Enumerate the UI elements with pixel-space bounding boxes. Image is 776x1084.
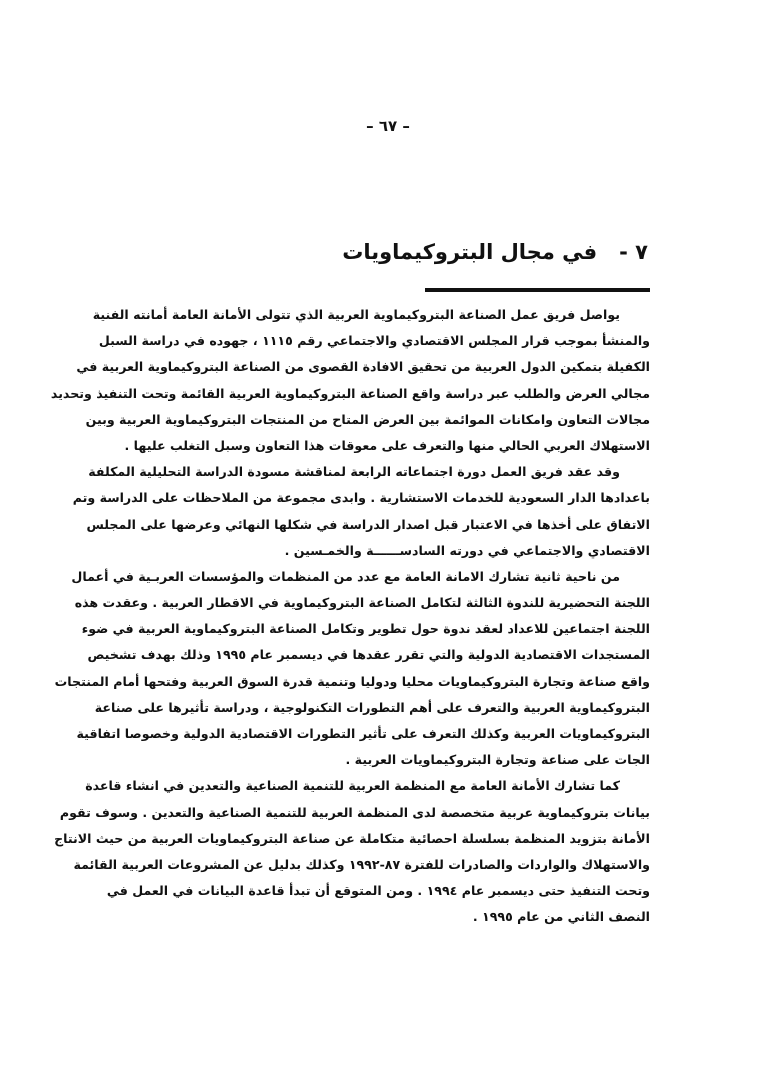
paragraph-line: كما تشارك الأمانة العامة مع المنظمة العربية للتنمية الصناعية والتعدين في انشاء قاعدة (85, 778, 620, 794)
paragraph-line: الأمانة بتزويد المنظمة بسلسلة احصائية متكاملة عن صناعة البتروكيماويات العربية من حيث الانتاج (54, 830, 650, 846)
paragraph-line: الاتفاق على أخذها في الاعتبار قبل اصدار الدراسة في شكلها النهائي وعرضها على المجلس (86, 516, 650, 532)
paragraph-line: بيانات بتروكيماوية عربية متخصصة لدى المنظمة العربية للتنمية الصناعية والتعدين . وسوف تقوم (59, 804, 650, 820)
paragraph-line: وتحت التنفيذ حتى ديسمبر عام ١٩٩٤ . ومن المتوقع أن تبدأ قاعدة البيانات في العمل في (106, 883, 650, 899)
paragraph-line: الكفيلة بتمكين الدول العربية من تحقيق الافادة القصوى من الصناعة البتروكيماوية العربية في (76, 359, 650, 375)
paragraph-line: والمنشأ بموجب قرار المجلس الاقتصادي والاجتماعي رقم ١١١٥ ، جهوده في دراسة السبل (98, 333, 650, 349)
heading-underline (425, 288, 650, 292)
paragraph-line: يواصل فريق عمل الصناعة البتروكيماوية العربية الذي تتولى الأمانة العامة أمانته الفنية (92, 307, 620, 322)
paragraph-line: من ناحية ثانية تشارك الامانة العامة مع عدد من المنظمات والمؤسسات العربـية في أعمال (71, 568, 620, 584)
paragraph-line: الاستهلاك العربي الحالي منها والتعرف على معوقات هذا التعاون وسبل التغلب عليها . (124, 437, 650, 453)
paragraph-line: البتروكيماويات العربية وكذلك التعرف على تأثير التطورات الاقتصادية الدولية وخصوصا اتفاقية (76, 726, 650, 741)
paragraph-line: باعدادها الدار السعودية للخدمات الاستشارية . وابدى مجموعة من الملاحظات على الدراسة وتم (72, 490, 650, 506)
paragraph-line: اللجنة اجتماعين للاعداد لعقد ندوة حول تطوير وتكامل الصناعة البتروكيماوية العربية في ضوء (81, 621, 650, 637)
section-title: في مجال البتروكيماويات (342, 240, 598, 264)
paragraph-line: والاستهلاك والواردات والصادرات للفترة ٨٧-١٩٩٢ وكذلك بدليل عن المشروعات العربية القائمة (73, 856, 650, 872)
paragraph-line: البتروكيماوية العربية والتعرف على أهم التطورات التكنولوجية ، ودراسة تأثيرها على صناعة (94, 699, 650, 715)
paragraph-line: المستجدات الاقتصادية الدولية والتي تقرر عقدها في ديسمبر عام ١٩٩٥ وذلك بهدف تشخيص (87, 647, 650, 663)
section-number: ٧ - (619, 240, 648, 264)
paragraph-line: الاقتصادي والاجتماعي في دورته السادســــــة والخمـسين . (284, 542, 650, 558)
paragraph-line: اللجنة التحضيرية للندوة الثالثة لتكامل الصناعة البتروكيماوية في الاقطار العربية . وعقدت هذه (74, 595, 650, 611)
paragraph-line: واقع صناعة وتجارة البتروكيماويات محليا ودوليا وتنمية قدرة السوق العربية وفتحها أمام المنتجات (54, 673, 650, 689)
section-heading (342, 240, 648, 264)
page-number: – ٦٧ – (366, 117, 410, 135)
paragraph-line: مجالات التعاون وامكانات الموائمة بين العرض المتاح من المنتجات البتروكيماوية العربية وبين (85, 411, 650, 427)
paragraph-line: الجات على صناعة وتجارة البتروكيماويات العربية . (345, 752, 650, 768)
paragraph-line: مجالي العرض والطلب عبر دراسة واقع الصناعة البتروكيماوية العربية القائمة وتحت التنفيذ وتحديد (50, 385, 650, 401)
paragraph-line: وقد عقد فريق العمل دورة اجتماعاته الرابعة لمناقشة مسودة الدراسة التحليلية المكلفة (88, 464, 620, 480)
body-text (50, 302, 650, 931)
paragraph-line: النصف الثاني من عام ١٩٩٥ . (472, 909, 650, 925)
